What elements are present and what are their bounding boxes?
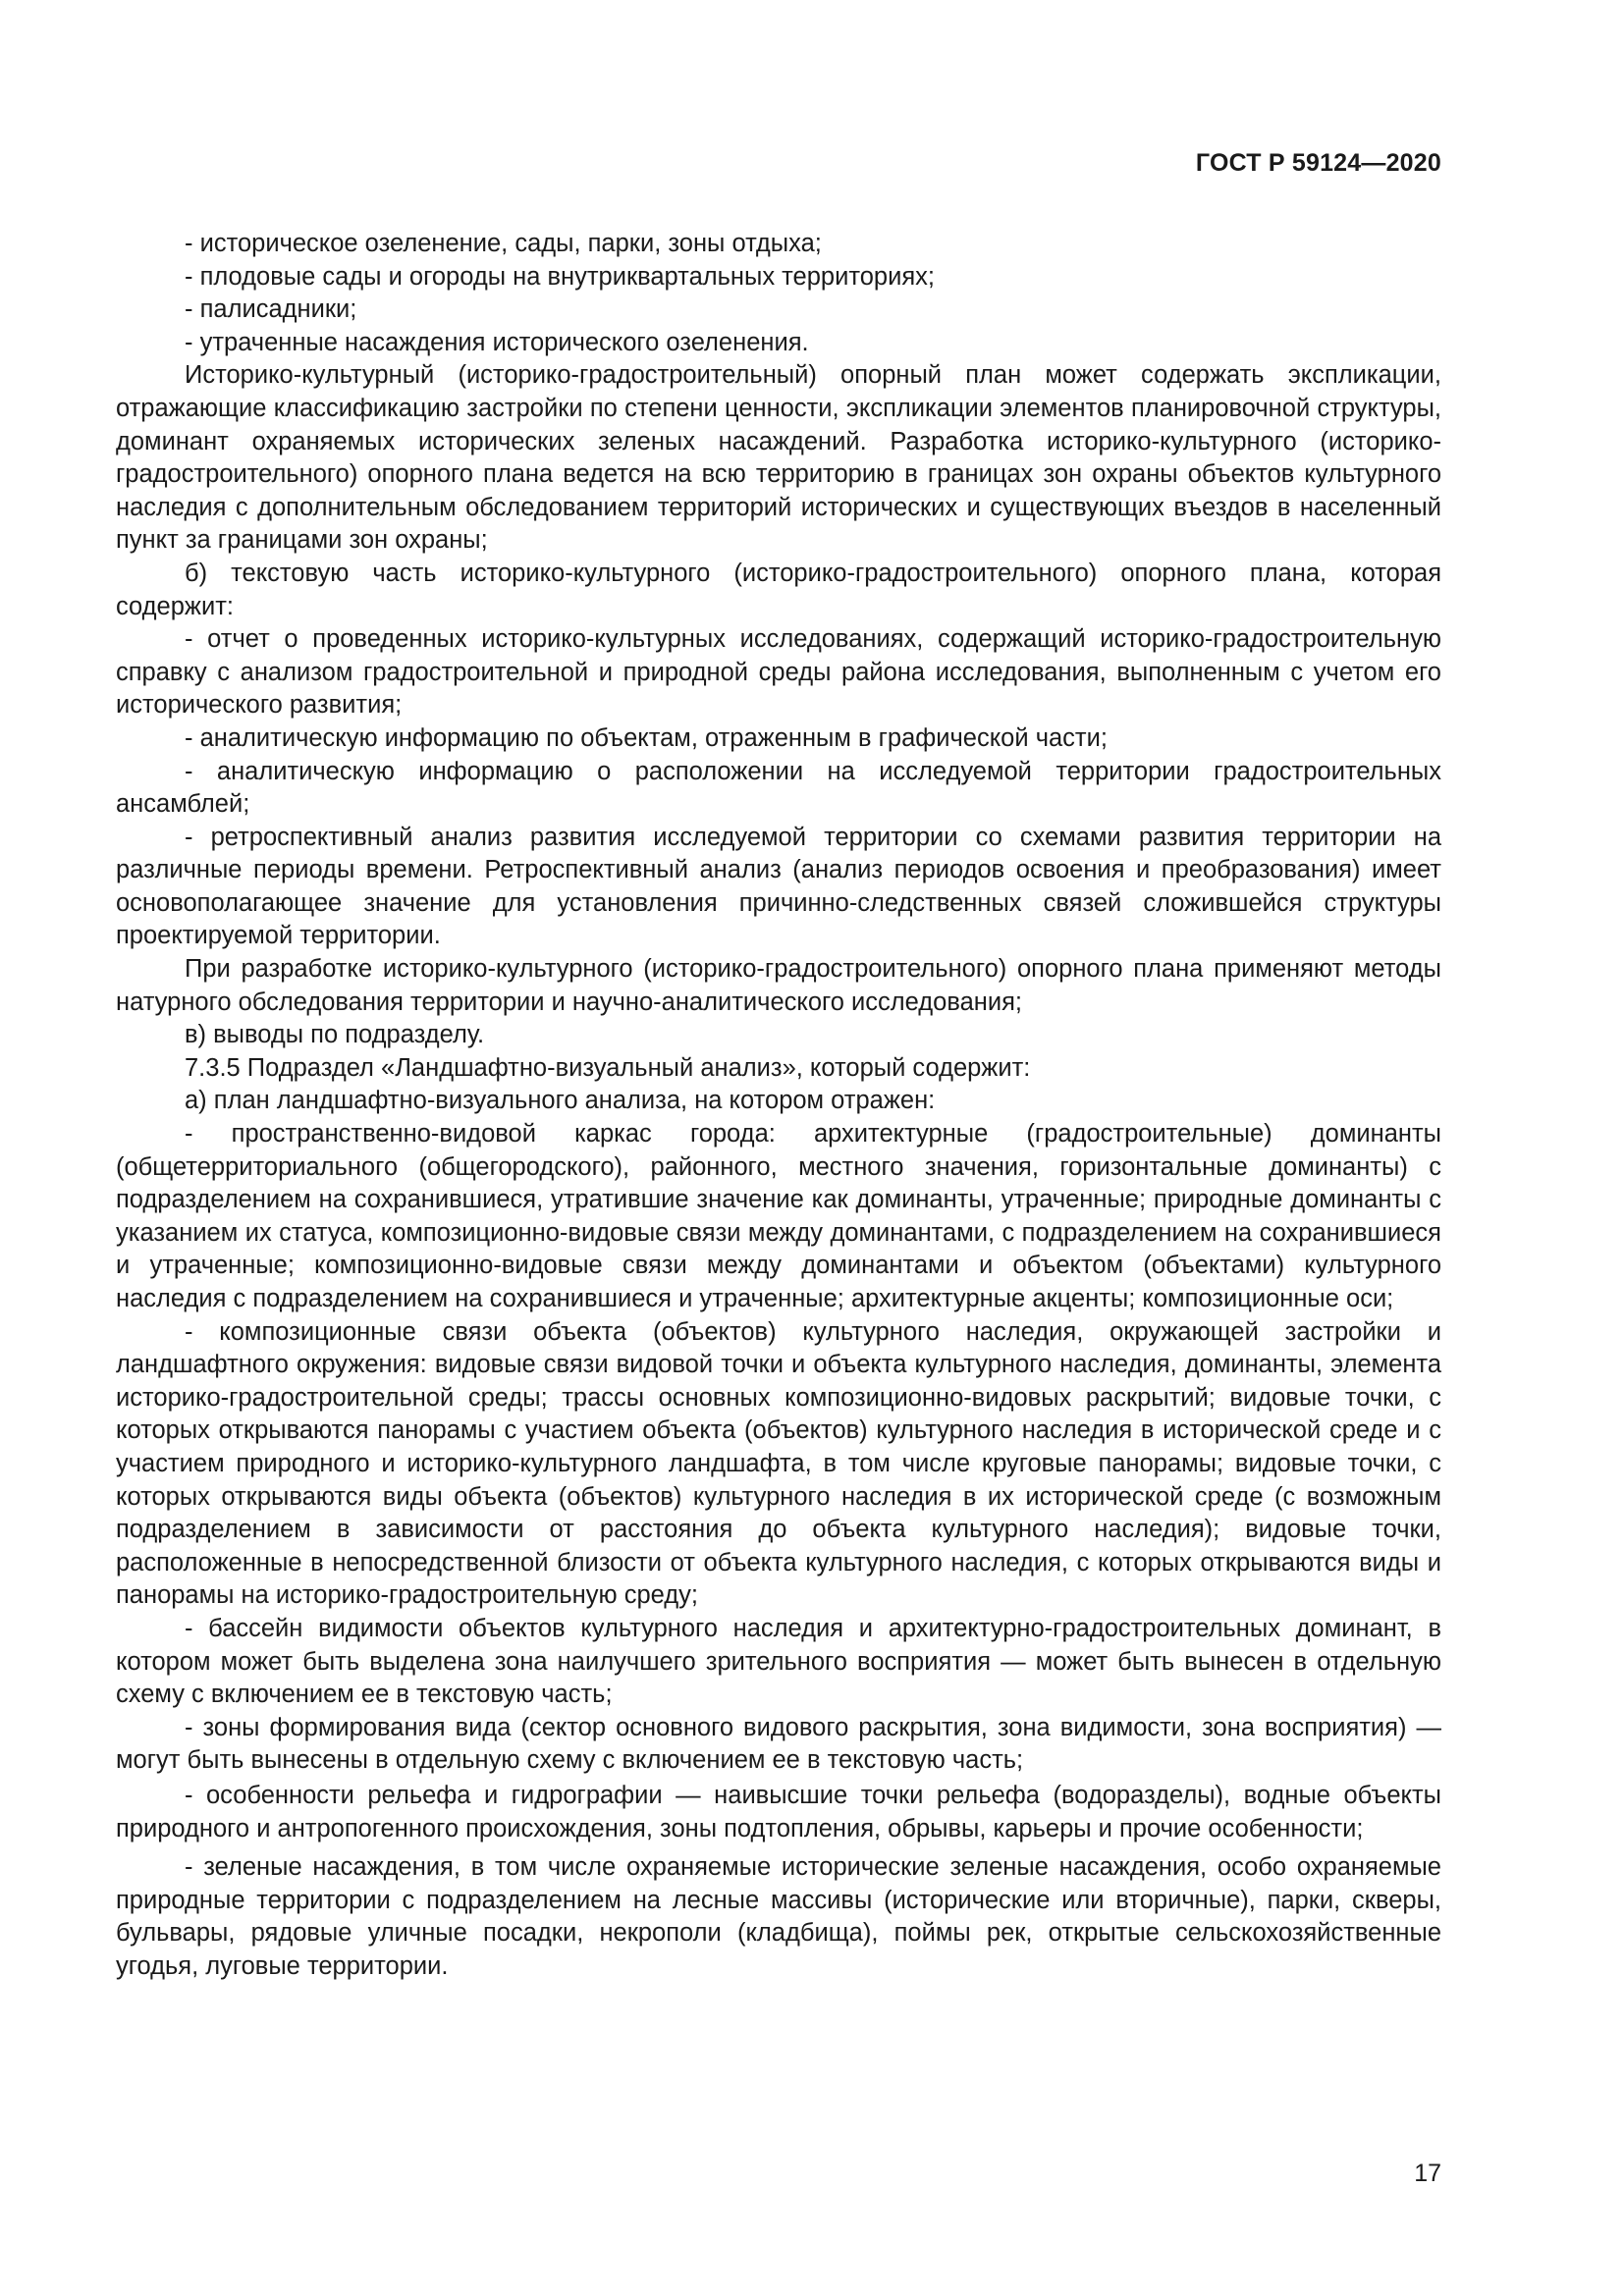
paragraph: - бассейн видимости объектов культурного наследия и архитектурно-градостроительных доминант, в котором может быть выделена зона наилучшего зрительного восприятия — может быть вынесен в отдельную схему с включением ее в текстовую часть; — [116, 1614, 1441, 1709]
paragraph: - плодовые сады и огороды на внутриквартальных территориях; — [185, 262, 935, 291]
paragraph: При разработке историко-культурного (историко-градостроительного) опорного плана применяют методы натурного обследования территории и научно-аналитического исследования; — [116, 955, 1441, 1016]
paragraph: 7.3.5 Подраздел «Ландшафтно-визуальный анализ», который содержит: — [185, 1053, 1031, 1082]
paragraph: - зеленые насаждения, в том числе охраняемые исторические зеленые насаждения, особо охраняемые природные территории с подразделением на лесные массивы (исторические или вторичные), парки, скверы, бульвары, рядовые уличные посадки, некрополи (кладбища), поймы рек, открытые сельскохозяйственные угодья, луговые территории. — [116, 1853, 1441, 1980]
paragraph: - историческое озеленение, сады, парки, зоны отдыха; — [185, 230, 822, 257]
page-number: 17 — [1414, 2160, 1441, 2187]
paragraph: б) текстовую часть историко-культурного (историко-градостроительного) опорного плана, которая содержит: — [116, 559, 1441, 620]
document-header: ГОСТ Р 59124—2020 — [1195, 149, 1441, 177]
paragraph: а) план ландшафтно-визуального анализа, на котором отражен: — [185, 1087, 936, 1115]
paragraph: - пространственно-видовой каркас города: архитектурные (градостроительные) доминанты (общетерриториального (общегородского), районного, местного значения, горизонтальные доминанты) с подразделением на сохранившиеся, утратившие значение как доминанты, утраченные; природные доминанты с указанием их статуса, композиционно-видовые связи между доминантами, с подразделением на сохранившиеся и утраченные; композиционно-видовые связи между доминантами и объектом (объектами) культурного наследия с подразделением на сохранившиеся и утраченные; архитектурные акценты; композиционные оси; — [116, 1120, 1441, 1312]
paragraph: - композиционные связи объекта (объектов) культурного наследия, окружающей застройки и ландшафтного окружения: видовые связи видовой точки и объекта культурного наследия, доминанты, элемента историко-градостроительной среды; трассы основных композиционно-видовых раскрытий; видовые точки, с которых открываются панорамы с участием объекта (объектов) культурного наследия в исторической среде и с участием природного и историко-культурного ландшафта, в том числе круговые панорамы; видовые точки, с которых открываются виды объекта (объектов) культурного наследия в их исторической среде (с возможным подразделением в зависимости от расстояния до объекта культурного наследия); видовые точки, расположенные в непосредственной близости от объекта культурного наследия, с которых открываются виды и панорамы на историко-градостроительную среду; — [116, 1317, 1441, 1610]
paragraph: - палисадники; — [185, 295, 357, 324]
paragraph: - утраченные насаждения исторического озеленения. — [185, 328, 809, 356]
paragraph: - отчет о проведенных историко-культурных исследованиях, содержащий историко-градостроительную справку с анализом градостроительной и природной среды района исследования, выполненным с учетом его исторического развития; — [116, 625, 1441, 720]
paragraph: - аналитическую информацию по объектам, отраженным в графической части; — [185, 723, 1108, 752]
paragraph: - аналитическую информацию о расположении на исследуемой территории градостроительных ансамблей; — [116, 757, 1441, 819]
paragraph: - особенности рельефа и гидрографии — наивысшие точки рельефа (водоразделы), водные объекты природного и антропогенного происхождения, зоны подтопления, обрывы, карьеры и прочие особенности; — [116, 1781, 1441, 1842]
document-body — [116, 228, 1441, 1983]
paragraph: - зоны формирования вида (сектор основного видового раскрытия, зона видимости, зона восприятия) — могут быть вынесены в отдельную схему с включением ее в текстовую часть; — [116, 1713, 1441, 1775]
paragraph: - ретроспективный анализ развития исследуемой территории со схемами развития территории на различные периоды времени. Ретроспективный анализ (анализ периодов освоения и преобразования) имеет основополагающее значение для установления причинно-следственных связей сложившейся структуры проектируемой территории. — [116, 823, 1441, 950]
paragraph: Историко-культурный (историко-градостроительный) опорный план может содержать экспликации, отражающие классификацию застройки по степени ценности, экспликации элементов планировочной структуры, доминант охраняемых исторических зеленых насаждений. Разработка историко-культурного (историко-градостроительного) опорного плана ведется на всю территорию в границах зон охраны объектов культурного наследия с дополнительным обследованием территорий исторических и существующих въездов в населенный пункт за границами зон охраны; — [116, 361, 1441, 555]
paragraph: в) выводы по подразделу. — [185, 1021, 485, 1049]
